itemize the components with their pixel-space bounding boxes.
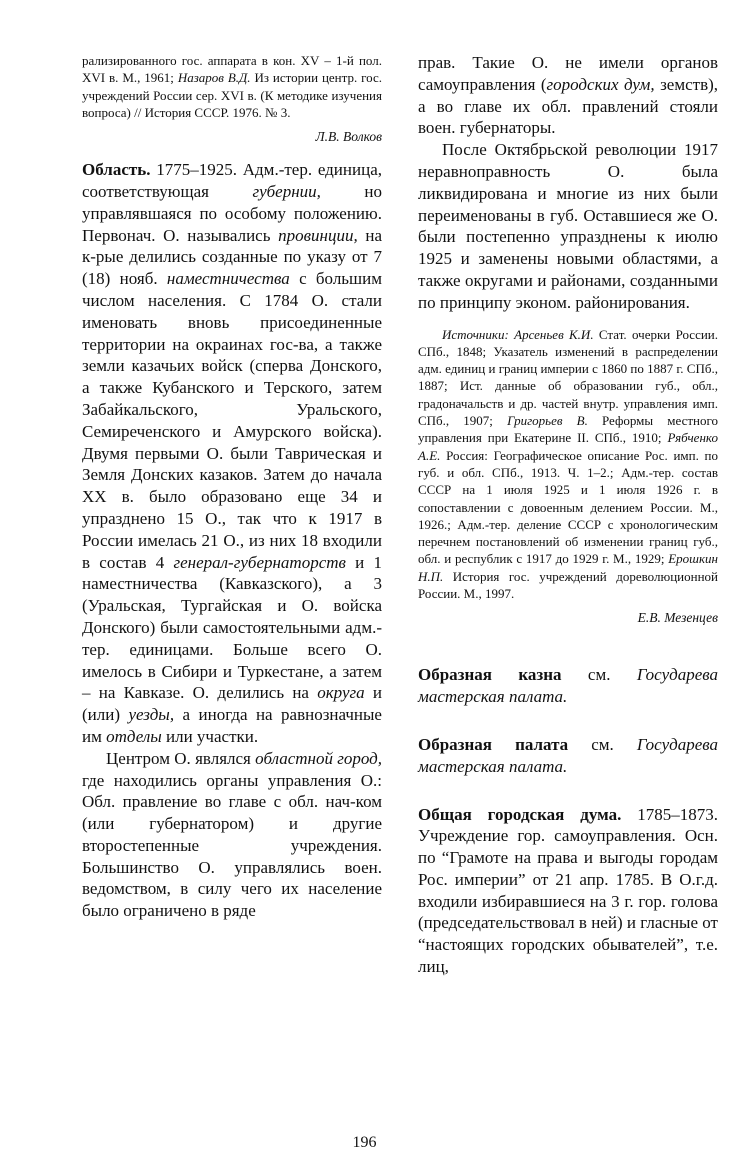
entry-oblast-heading: Область. bbox=[82, 160, 151, 180]
prev-entry-bibliography: рализированного гос. аппарата в кон. XV – 1-й пол. XVI в. М., 1961; Назаров В.Д. Из истории центр. гос. учреждений России сер. XVI в. (К методике изучения вопроса) // История СССР. 1976. № 3. bbox=[82, 53, 382, 120]
entry-oblast-paragraph-2: Центром О. являлся областной город, где находились органы управления О.: Обл. правление во главе с обл. нач-ком (или губернатором) и другие второстепенные учреждения. Большинство О. управлялись воен. ведомством, в силу чего их население было ограничено в ряде bbox=[82, 748, 382, 921]
xref-obraznaya-palata: Образная палата см. Государева мастерская палата. bbox=[418, 734, 718, 776]
right-column bbox=[418, 52, 718, 978]
prev-entry-signature: Л.В. Волков bbox=[315, 129, 382, 145]
xref-obraznaya-kazna: Образная казна см. Государева мастерская палата. bbox=[418, 665, 718, 707]
entry-duma-heading: Общая городская дума. bbox=[418, 804, 622, 824]
entry-oblast-sources: Источники: Арсеньев К.И. Стат. очерки России. СПб., 1848; Указатель изменений в распределении адм. единиц и границ империи с 1860 по 1887 г. СПб., 1887; Ист. данные об образовании губ., обл., градоначальств и др. частей внутр. управления имп. СПб., 1907; Григорьев В. Реформы местного управления при Екатерине II. СПб., 1910; Рябченко А.Е. Россия: Географическое описание Рос. имп. по губ. и обл. СПб., 1913. Ч. 1–2.; Адм.-тер. состав СССР на 1 июля 1925 и 1 июля 1926 г. в сопоставлении с довоенным делением России. М., 1926.; Адм.-тер. деление СССР с хронологическим перечнем постановлений об изменении границ губ., обл. и республик с 1917 до 1929 г. М., 1929; Ерошкин Н.П. История гос. учреждений дореволюционной России. М., 1997. bbox=[418, 326, 719, 602]
page-number: 196 bbox=[352, 1134, 377, 1151]
entry-oblast-paragraph-4: После Октябрьской революции 1917 неравноправность О. была ликвидирована и многие из них были переименованы в губ. Оставшиеся же О. были постепенно упразднены к июлю 1925 и заменены новыми областями, а также округами и районами, созданными по принципу эконом. районирования. bbox=[418, 140, 718, 312]
entry-oblast-signature: Е.В. Мезенцев bbox=[637, 610, 718, 626]
entry-obshchaya-gorodskaya-duma: Общая городская дума. 1785–1873. Учреждение гор. самоуправления. Осн. по “Грамоте на права и выгоды городам Рос. империи” от 21 апр. 1785. В О.г.д. входили избиравшиеся на 3 г. гор. голова (председательствовал в ней) и гласные от “настоящих городских обывателей”, т.е. лиц, bbox=[418, 804, 718, 977]
left-column bbox=[82, 52, 382, 922]
entry-oblast-paragraph-1: Область. 1775–1925. Адм.-тер. единица, соответствующая губернии, но управлявшаяся по особому положению. Первонач. О. назывались провинции, на к-рые делились созданные по указу от 7 (18) нояб. наместничества с большим числом населения. С 1784 О. стали именовать вновь присоединенные территории на окраинах гос-ва, а также земли казачьих войск (сперва Донского, а также Кубанского и Терского, затем Забайкальского, Уральского, Семиреченского и Амурского войска). Двумя первыми О. были Таврическая и Земля Донских казаков. Затем до начала XX в. было образовано еще 34 и упразднено 15 О., так что к 1917 в России имелась 21 О., из них 18 входили в состав 4 генерал-губернаторств и 1 наместничества (Кавказского), а 3 (Уральская, Тургайская и О. войска Донского) были самостоятельными адм.-тер. единицами. Больше всего О. имелось в Сибири и Туркестане, а затем – на Кавказе. О. делились на округа и (или) уезды, а иногда на равнозначные им отделы или участки. bbox=[82, 160, 382, 746]
entry-oblast-paragraph-3: прав. Такие О. не имели органов самоуправления (городских дум, земств), а во главе их обл. правлений стояли воен. губернаторы. bbox=[418, 53, 719, 138]
